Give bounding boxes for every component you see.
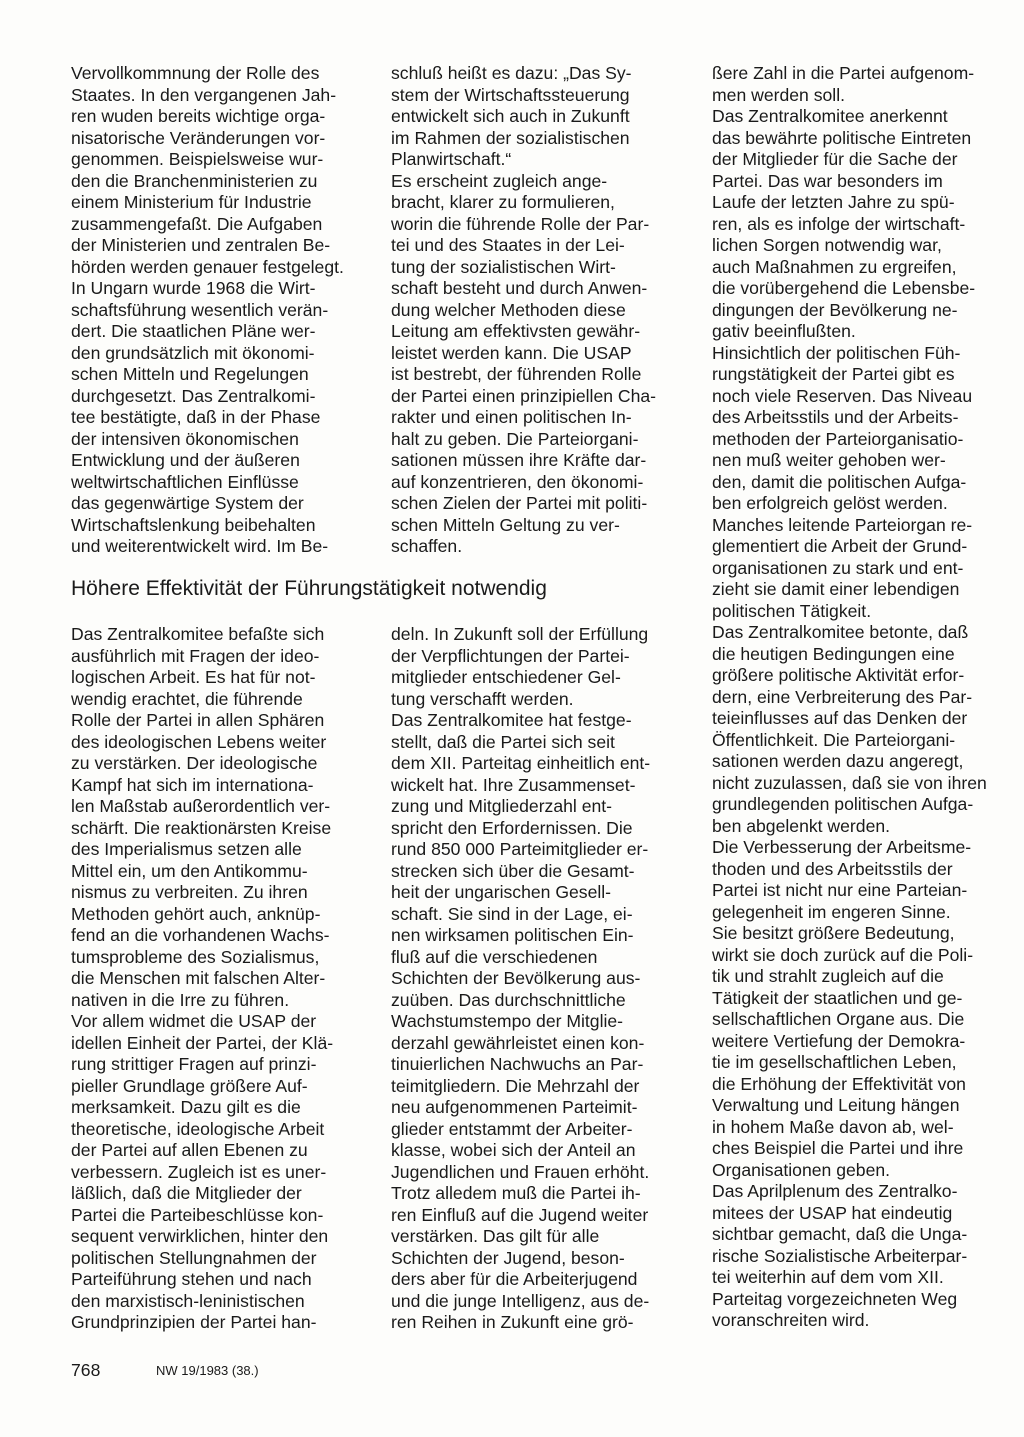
column-top-left [71,63,363,558]
section-heading: Höhere Effektivität der Führungstätigkeit notwendig [71,577,547,600]
column-bottom-left [71,624,363,1334]
paragraph: deln. In Zukunft soll der Erfüllung der Verpflichtungen der Partei- mitglieder entschiedener Gel- tung verschafft werden. [391,624,649,709]
paragraph: Vervollkommnung der Rolle des Staates. In den vergangenen Jah- ren wuden bereits wichtige orga- nisatorische Veränderungen vor- genommen. Beispielsweise wur- den die Branchenministerien zu einem Ministerium für Industrie zusammengefaßt. Die Aufgaben der Ministerien und zentralen Be- hörden werden genauer festgelegt. In Ungarn wurde 1968 die Wirt- schaftsführung wesentlich verän- dert. Die staatlichen Pläne wer- den grundsätzlich mit ökonomi- schen Mitteln und Regelungen durchgesetzt. Das Zentralkomi- tee bestätigte, daß in der Phase der intensiven ökonomischen Entwicklung und der äußeren weltwirtschaftlichen Einflüsse das gegenwärtige System der Wirtschaftslenkung beibehalten und weiterentwickelt wird. Im Be- [71,63,344,556]
paragraph: Das Zentralkomitee befaßte sich ausführlich mit Fragen der ideo- logischen Arbeit. Es hat für not- wendig erachtet, die führende Rolle der Partei in allen Sphären des ideologischen Lebens weiter zu verstärken. Der ideologische Kampf hat sich im internationa- len Maßstab außerordentlich ver- schärft. Die reaktionärsten Kreise des Imperialismus setzen alle Mittel ein, um den Antikommu- nismus zu verbreiten. Zu ihren Methoden gehört auch, anknüp- fend an die vorhandenen Wachs- tumsprobleme des Sozialismus, die Menschen mit falschen Alter- nativen in die Irre zu führen. [71,624,332,1010]
paragraph: Das Zentralkomitee hat festge- stellt, daß die Partei sich seit dem XII. Parteitag einheitlich ent- wickelt hat. Ihre Zusammenset- zung und Mitgliederzahl ent- spricht den Erfordernissen. Die rund 850 000 Parteimitglieder er- strecken sich über die Gesamt- heit der ungarischen Gesell- schaft. Sie sind in der Lage, ei- nen wirksamen politischen Ein- fluß auf die verschiedenen Schichten der Bevölkerung aus- zuüben. Das durchschnittliche Wachstumstempo der Mitglie- derzahl gewährleistet einen kon- tinuierlichen Nachwuchs an Par- teimitgliedern. Die Mehrzahl der neu aufgenommenen Parteimit- glieder entstammt der Arbeiter- klasse, wobei sich der Anteil an Jugendlichen und Frauen erhöht. Trotz alledem muß die Partei ih- ren Einfluß auf die Jugend weiter verstärken. Das gilt für alle Schichten der Jugend, beson- ders aber für die Arbeiterjugend und die junge Intelligenz, aus de- ren Reihen in Zukunft eine grö- [391,710,651,1332]
paragraph: Das Aprilplenum des Zentralko- mitees der USAP hat eindeutig sichtbar gemacht, daß die Unga- rische Sozialistische Arbeiterpar- tei weiterhin auf dem vom XII. Parteitag vorgezeichneten Weg voranschreiten wird. [712,1181,968,1330]
paragraph: Hinsichtlich der politischen Füh- rungstätigkeit der Partei gibt es noch viele Reserven. Das Niveau des Arbeitsstils und der Arbeits- methoden der Parteiorganisatio- nen muß weiter gehoben wer- den, damit die politischen Aufga- ben erfolgreich gelöst werden. Manches leitende Parteiorgan re- glementiert die Arbeit der Grund- organisationen zu stark und ent- zieht sie damit einer lebendigen politischen Tätigkeit. [712,342,973,621]
paragraph: Das Zentralkomitee betonte, daß die heutigen Bedingungen eine größere politische Aktivität erfor- dern, eine Verbreiterung des Par- teieinflusses auf das Denken der Öffentlichkeit. Die Parteiorgani- sationen werden dazu angeregt, nicht zuzulassen, daß sie von ihren grundlegenden politischen Aufga- ben abgelenkt werden. [712,622,987,836]
column-bottom-middle [391,624,684,1334]
paragraph: Die Verbesserung der Arbeitsme- thoden und des Arbeitsstils der Partei ist nicht nur eine Parteian- gelegenheit im engeren Sinne. Sie besitzt größere Bedeutung, wirkt sie doch zurück auf die Poli- tik und strahlt zugleich auf die Tätigkeit der staatlichen und ge- sellschaftlichen Organe aus. Die weitere Vertiefung der Demokra- tie im gesellschaftlichen Leben, die Erhöhung der Effektivität von Verwaltung und Leitung hängen in hohem Maße davon ab, wel- ches Beispiel die Partei und ihre Organisationen geben. [712,837,974,1180]
publication-reference: NW 19/1983 (38.) [156,1363,259,1378]
paragraph: ßere Zahl in die Partei aufgenom- men werden soll. [712,63,975,105]
column-top-middle [391,63,684,558]
paragraph: Vor allem widmet die USAP der idellen Einheit der Partei, der Klä- rung strittiger Fragen auf prinzi- pieller Grundlage größere Auf- merksamkeit. Dazu gilt es die theoretische, ideologische Arbeit der Partei auf allen Ebenen zu verbessern. Zugleich ist es uner- läßlich, daß die Mitglieder der Partei die Parteibeschlüsse kon- sequent verwirklichen, hinter den politischen Stellungnahmen der Parteiführung stehen und nach den marxistisch-leninistischen Grundprinzipien der Partei han- [71,1011,334,1332]
column-right [712,63,1004,1332]
page-number: 768 [71,1360,101,1380]
paragraph: Das Zentralkomitee anerkennt das bewährte politische Eintreten der Mitglieder für die Sache der Partei. Das war besonders im Laufe der letzten Jahre zu spü- ren, als es infolge der wirtschaft- lichen Sorgen notwendig war, auch Maßnahmen zu ergreifen, die vorübergehend die Lebensbe- dingungen der Bevölkerung ne- gativ beeinflußten. [712,106,976,341]
paragraph: Es erscheint zugleich ange- bracht, klarer zu formulieren, worin die führende Rolle der Par- tei und des Staates in der Lei- tung der sozialistischen Wirt- schaft besteht und durch Anwen- dung welcher Methoden diese Leitung am effektivsten gewähr- leistet werden kann. Die USAP ist bestrebt, der führenden Rolle der Partei einen prinzipiellen Cha- rakter und einen politischen In- halt zu geben. Die Parteiorgani- sationen müssen ihre Kräfte dar- auf konzentrieren, den ökonomi- schen Zielen der Partei mit politi- schen Mitteln Geltung zu ver- schaffen. [391,170,657,556]
paragraph: schluß heißt es dazu: „Das Sy- stem der Wirtschaftssteuerung entwickelt sich auch in Zukunft im Rahmen der sozialistischen Planwirtschaft.“ [391,63,632,169]
